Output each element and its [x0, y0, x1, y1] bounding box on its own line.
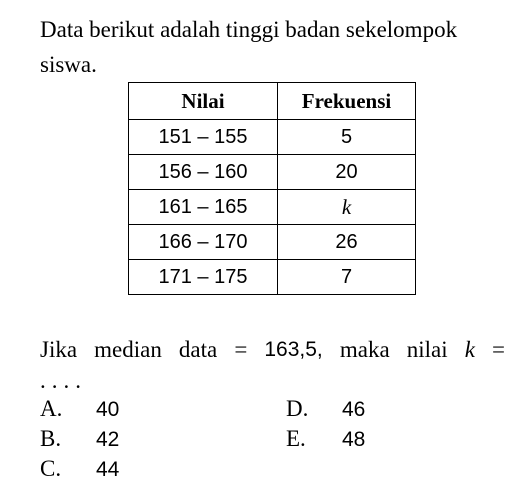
variable-k: k [464, 337, 475, 362]
question-word: Jika [40, 337, 78, 362]
header-nilai: Nilai [129, 83, 278, 120]
answer-blank: .... [40, 368, 87, 393]
frequency-cell-unknown: k [278, 190, 416, 225]
option-value: 40 [96, 398, 120, 421]
table-row [129, 225, 416, 260]
median-value: 163,5, [264, 338, 323, 361]
question-word: data [178, 337, 218, 362]
option-letter: D. [286, 396, 309, 421]
option-value: 48 [342, 428, 366, 451]
range-cell: 166 – 170 [129, 225, 278, 260]
frequency-table [128, 82, 416, 295]
equals-sign: = [492, 337, 505, 362]
table-row [129, 120, 416, 155]
option-letter: B. [40, 426, 62, 451]
question-word: nilai [406, 337, 448, 362]
table-row [129, 155, 416, 190]
option-b[interactable] [40, 426, 119, 452]
option-letter: E. [286, 426, 306, 451]
question-text [40, 334, 505, 366]
frequency-cell: 20 [278, 155, 416, 190]
table-row [129, 190, 416, 225]
option-value: 46 [342, 398, 366, 421]
option-letter: A. [40, 396, 63, 421]
range-cell: 161 – 165 [129, 190, 278, 225]
range-cell: 171 – 175 [129, 260, 278, 295]
table-header-row [129, 83, 416, 120]
question-word: maka [339, 337, 390, 362]
option-letter: C. [40, 456, 62, 481]
frequency-cell: 26 [278, 225, 416, 260]
range-cell: 151 – 155 [129, 120, 278, 155]
frequency-cell: 7 [278, 260, 416, 295]
option-a[interactable] [40, 396, 119, 422]
equals-sign: = [234, 337, 248, 362]
option-c[interactable] [40, 456, 119, 482]
intro-text: Data berikut adalah tinggi badan sekelompok siswa. [40, 17, 458, 77]
header-frekuensi: Frekuensi [278, 83, 416, 120]
option-value: 44 [96, 458, 120, 481]
option-e[interactable] [286, 426, 365, 452]
option-value: 42 [96, 428, 120, 451]
range-cell: 156 – 160 [129, 155, 278, 190]
question-word: median [94, 337, 162, 362]
option-d[interactable] [286, 396, 365, 422]
table-row [129, 260, 416, 295]
frequency-cell: 5 [278, 120, 416, 155]
